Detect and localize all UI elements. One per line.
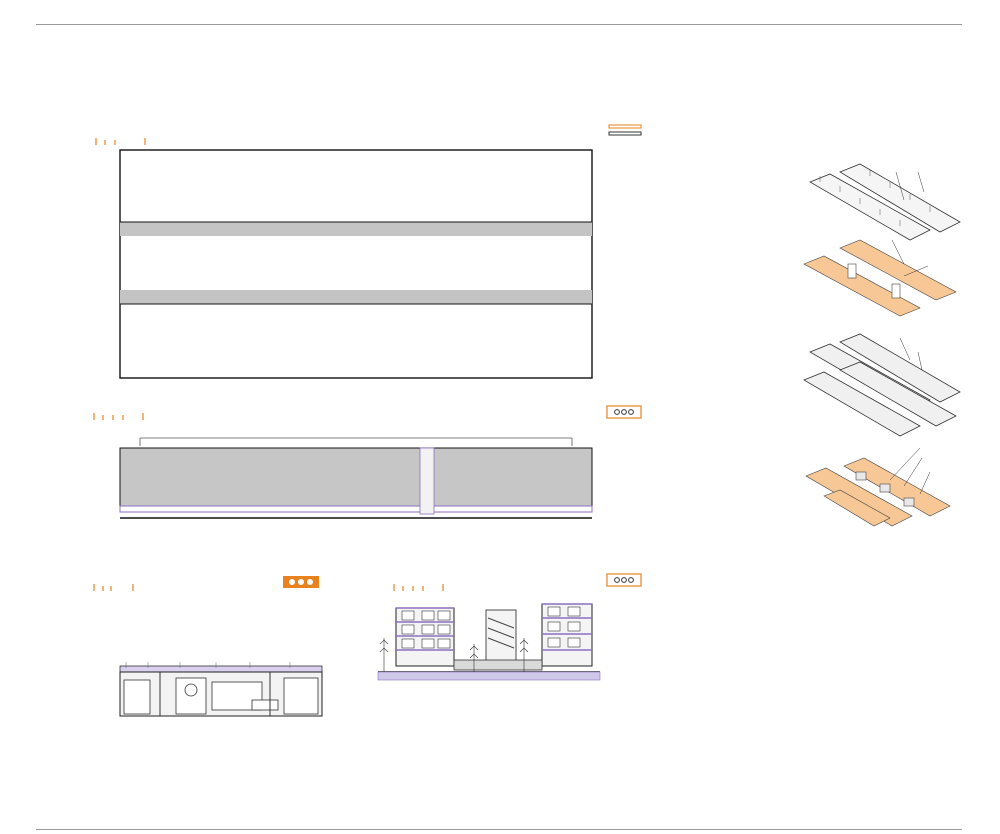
floor-plan-drawing — [120, 150, 592, 378]
key-plan-icon-active — [282, 575, 320, 589]
top-rule — [36, 24, 962, 25]
scale-bar-plan — [95, 136, 155, 148]
axonometric-ground-floor — [800, 152, 960, 312]
footer-rule — [36, 829, 962, 830]
section-cc-drawing — [378, 598, 600, 698]
scale-bar-elevation — [93, 411, 153, 423]
key-plan-icon — [606, 573, 642, 587]
street-elevation-drawing — [120, 436, 592, 540]
scale-bar-unit — [93, 582, 143, 594]
key-plan-icon — [608, 124, 642, 138]
scale-bar-section — [393, 582, 453, 594]
axonometric-typical-floor — [800, 330, 960, 560]
unit-interior-drawing — [120, 660, 322, 718]
key-plan-icon — [606, 405, 642, 419]
